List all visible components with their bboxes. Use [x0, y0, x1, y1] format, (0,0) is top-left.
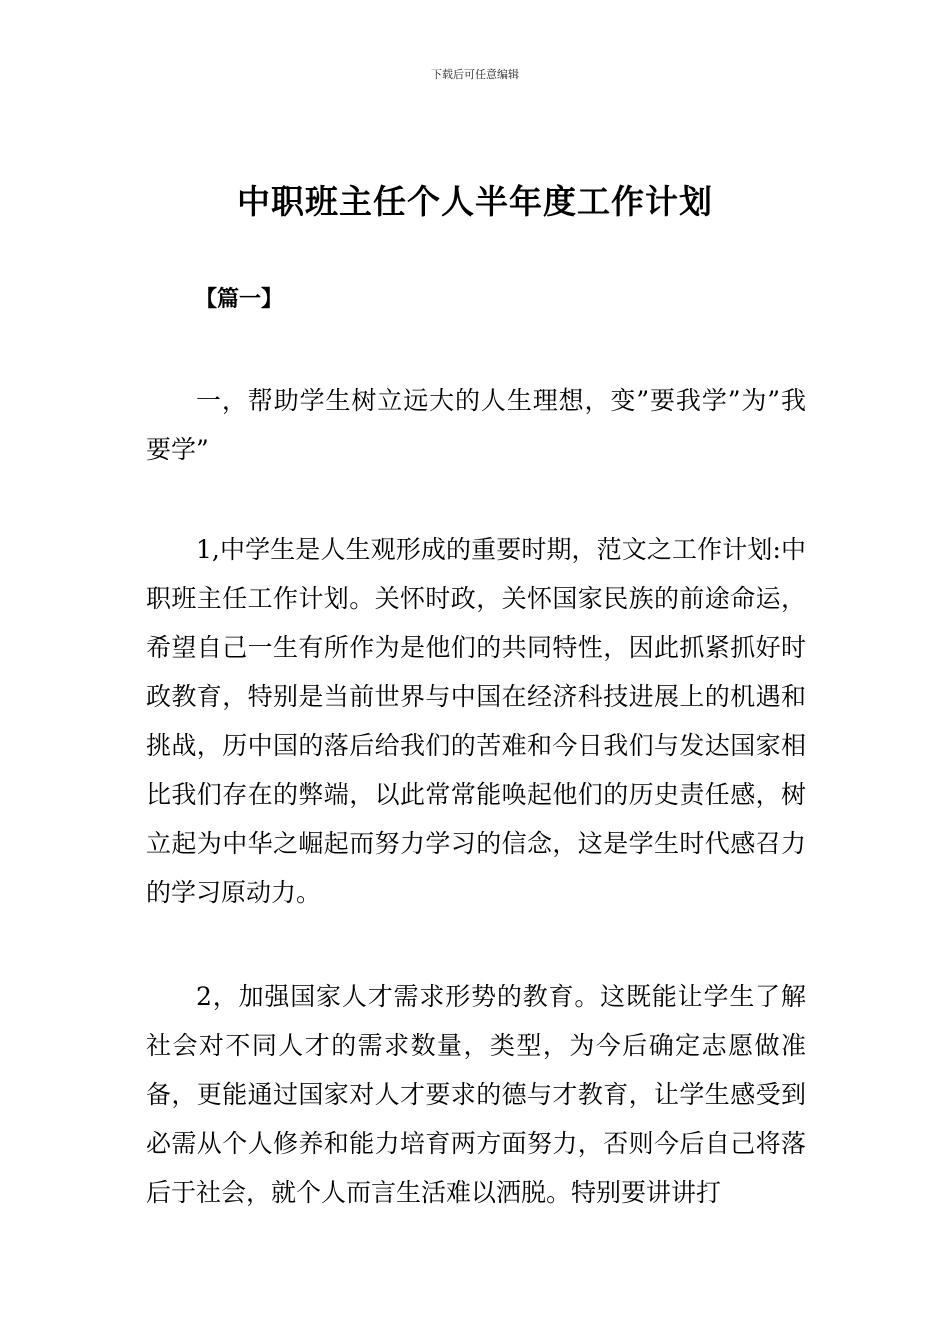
page-title: 中职班主任个人半年度工作计划 — [237, 182, 713, 221]
paragraph-2: 2，加强国家人才需求形势的教育。这既能让学生了解社会对不同人才的需求数量，类型，为今后确定志愿做准备，更能通过国家对人才要求的德与才教育，让学生感受到必需从个人修养和能力培育两方面努力，否则今后自己将落后于社会，就个人而言生活难以洒脱。特别要讲讲打 — [146, 982, 806, 1207]
section-label: 【篇一】 — [195, 287, 284, 312]
header-note: 下载后可任意编辑 — [431, 68, 519, 81]
paragraph-1: 1,中学生是人生观形成的重要时期，范文之工作计划:中职班主任工作计划。关怀时政，关怀国家民族的前途命运，希望自己一生有所作为是他们的共同特性，因此抓紧抓好时政教育，特别是当前世界与中国在经济科技进展上的机遇和挑战，历中国的落后给我们的苦难和今日我们与发达国家相比我们存在的弊端，以此常常能唤起他们的历史责任感，树立起为中华之崛起而努力学习的信念，这是学生时代感召力的学习原动力。 — [146, 535, 806, 907]
paragraph-heading: 一，帮助学生树立远大的人生理想，变”要我学”为”我要学” — [146, 386, 806, 464]
